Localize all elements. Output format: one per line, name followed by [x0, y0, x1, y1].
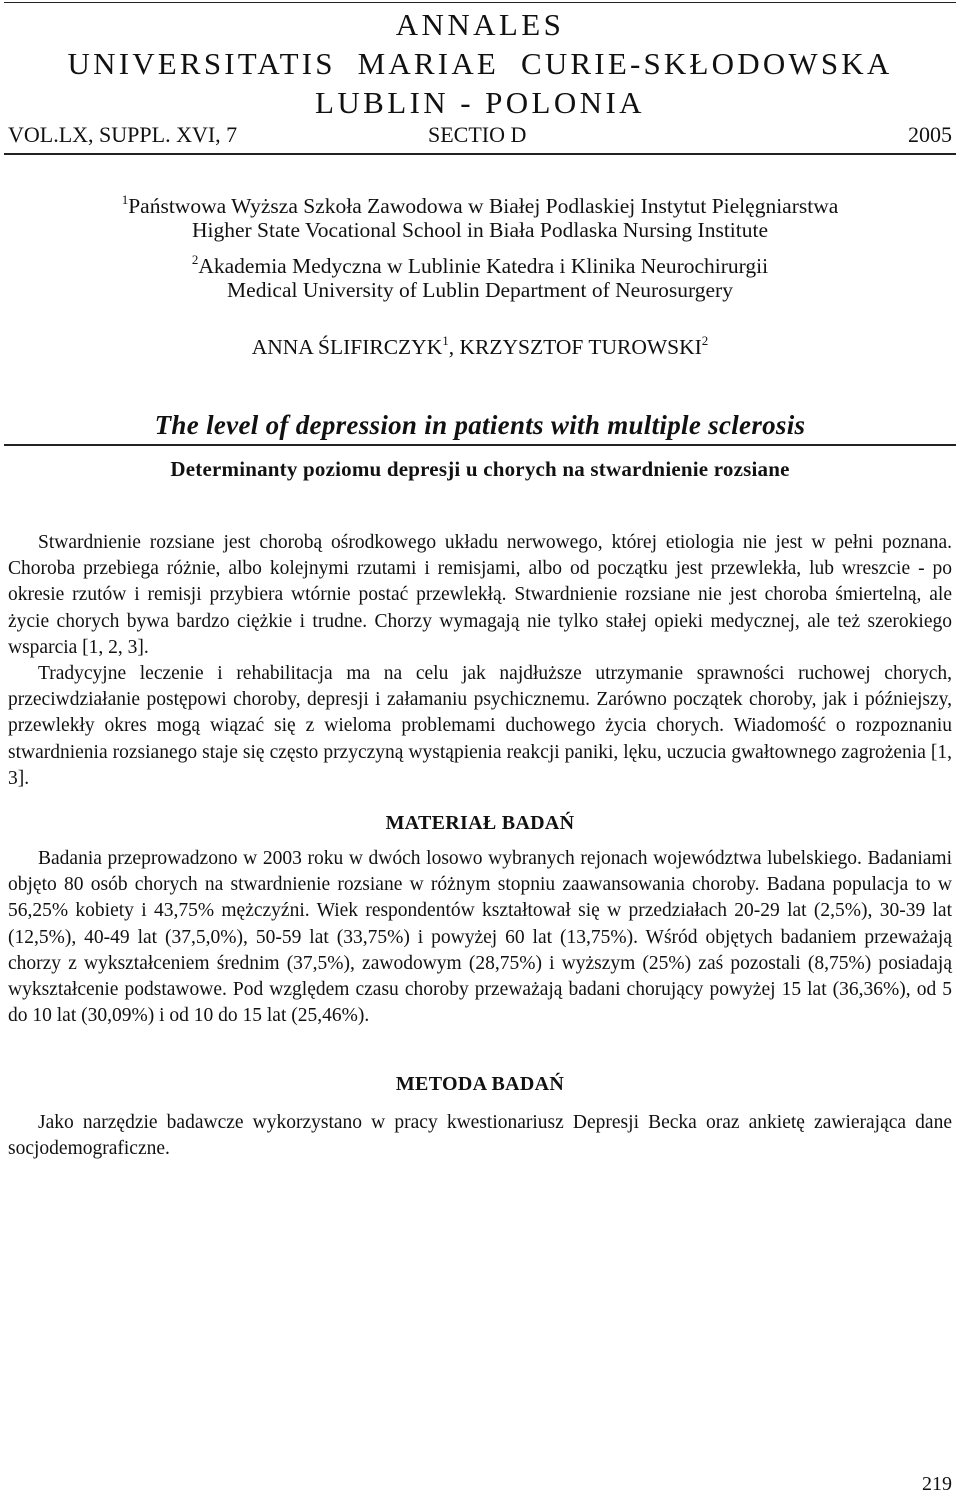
material-heading: MATERIAŁ BADAŃ	[385, 812, 575, 834]
material-paragraph: Badania przeprowadzono w 2003 roku w dwóch losowo wybranych rejonach województwa lubelskiego. Badaniami objęto 80 osób chorych na stwardnienie rozsiane w różnym stopniu zaawansowania choroby. Badana populacja to w 56,25% kobiety i 43,75% mężczyźni. Wiek respondentów kształtował się w przedziałach 20-29 lat (2,5%), 30-39 lat (12,5%), 40-49 lat (37,5,0%), 50-59 lat (33,75%) i powyżej 60 lat (13,75%). Wśród objętych badaniem przeważają chorzy z wykształceniem średnim (37,5%), zawodowym (28,75%) i wyższym (25%) zaś pozostali (8,75%) posiadają wykształcenie podstawowe. Pod względem czasu choroby przeważają badani chorujący powyżej 15 lat (36,36%), od 5 do 10 lat (30,09%) i od 10 do 15 lat (25,46%).	[8, 848, 952, 1027]
affiliation-1-marker: 1	[121, 192, 129, 207]
author-2-marker: 2	[701, 333, 709, 348]
method-section	[8, 1110, 952, 1162]
journal-title-line-3: LUBLIN - POLONIA	[315, 85, 645, 120]
introduction-section	[8, 530, 952, 792]
method-heading: METODA BADAŃ	[395, 1073, 565, 1095]
affiliation-2-marker: 2	[191, 252, 199, 267]
paper-title-english: The level of depression in patients with multiple sclerosis	[154, 410, 806, 440]
title-divider	[4, 444, 956, 446]
volume-label: VOL.LX, SUPPL. XVI, 7	[8, 122, 238, 147]
author-1: ANNA ŚLIFIRCZYK	[251, 335, 443, 359]
year-label: 2005	[908, 122, 952, 147]
header-divider	[4, 153, 956, 155]
page-number: 219	[922, 1473, 952, 1495]
method-paragraph: Jako narzędzie badawcze wykorzystano w pracy kwestionariusz Depresji Becka oraz ankietę zawierająca dane socjodemograficzne.	[8, 1112, 952, 1160]
section-label: SECTIO D	[428, 122, 527, 147]
intro-paragraph-1: Stwardnienie rozsiane jest chorobą ośrodkowego układu nerwowego, której etiologia nie jest w pełni poznana. Choroba przebiega różnie, albo kolejnymi rzutami i remisjami, albo od początku jest przewlekła, lub wreszcie - po okresie rzutów i remisji przybiera wtórnie postać przewlekłą. Stwardnienie rozsiane nie jest choroba śmiertelną, ale życie chorych bywa bardzo ciężkie i trudne. Chorzy wymagają nie tylko stałej opieki medycznej, ale też szerokiego wsparcia [1, 2, 3].	[8, 532, 952, 658]
affiliation-2-text: Akademia Medyczna w Lublinie Katedra i Klinika Neurochirurgii	[198, 254, 769, 278]
material-section	[8, 846, 952, 1029]
author-separator: ,	[448, 335, 460, 359]
author-2: KRZYSZTOF TUROWSKI	[459, 335, 702, 359]
author-1-marker: 1	[442, 333, 449, 348]
affiliation-1-text: Państwowa Wyższa Szkoła Zawodowa w Białej Podlaskiej Instytut Pielęgniarstwa	[128, 194, 839, 218]
journal-title-line-1: ANNALES	[395, 7, 565, 42]
intro-paragraph-2: Tradycyjne leczenie i rehabilitacja ma na celu jak najdłuższe utrzymanie sprawności ruchowej chorych, przeciwdziałanie postępowi choroby, depresji i załamaniu psychicznemu. Zarówno początek choroby, jak i późniejszy, przewlekły okres mogą wiązać się z wieloma problemami duchowego życia chorych. Wiadomość o rozpoznaniu stwardnienia rozsianego staje się często przyczyną wystąpienia reakcji paniki, lęku, uczucia gwałtownego zagrożenia [1, 3].	[8, 663, 952, 789]
journal-title-line-2: UNIVERSITATIS MARIAE CURIE-SKŁODOWSKA	[67, 46, 893, 81]
affiliation-1-english: Higher State Vocational School in Biała Podlaska Nursing Institute	[191, 218, 769, 242]
top-border-rule	[4, 2, 956, 3]
paper-title-polish: Determinanty poziomu depresji u chorych na stwardnienie rozsiane	[170, 457, 790, 481]
affiliation-2-english: Medical University of Lublin Department of Neurosurgery	[227, 278, 733, 302]
volume-row	[8, 122, 952, 152]
author-line	[0, 333, 960, 360]
